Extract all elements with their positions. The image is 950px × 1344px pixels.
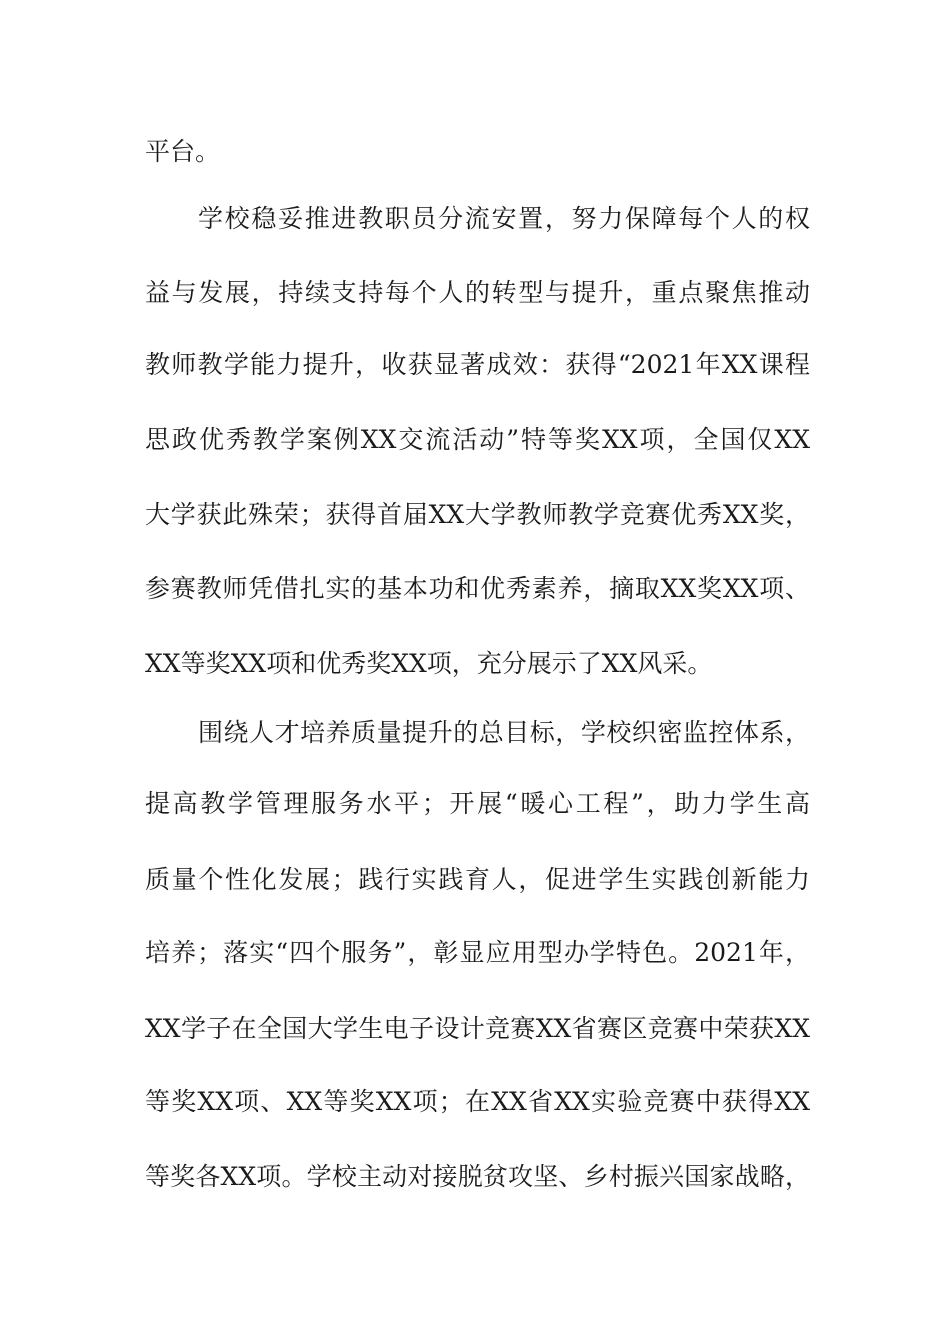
- text-line: 等奖各XX项。学校主动对接脱贫攻坚、乡村振兴国家战略，: [145, 1162, 810, 1191]
- text-line: 培养；落实“四个服务”，彰显应用型办学特色。2021年，: [145, 938, 810, 967]
- text-line: 大学获此殊荣；获得首届XX大学教师教学竞赛优秀XX奖，: [145, 500, 810, 529]
- text-line: 质量个性化发展；践行实践育人，促进学生实践创新能力: [145, 865, 810, 894]
- text-line: 益与发展，持续支持每个人的转型与提升，重点聚焦推动: [145, 278, 810, 307]
- text-line: 思政优秀教学案例XX交流活动”特等奖XX项，全国仅XX: [145, 425, 810, 454]
- text-line: 教师教学能力提升，收获显著成效：获得“2021年XX课程: [145, 350, 810, 379]
- text-line: XX等奖XX项和优秀奖XX项，充分展示了XX风采。: [145, 649, 713, 678]
- text-line: XX学子在全国大学生电子设计竞赛XX省赛区竞赛中荣获XX: [145, 1014, 810, 1043]
- text-line: 参赛教师凭借扎实的基本功和优秀素养，摘取XX奖XX项、: [145, 574, 810, 603]
- text-line: 等奖XX项、XX等奖XX项；在XX省XX实验竞赛中获得XX: [145, 1087, 810, 1116]
- text-line: 提高教学管理服务水平；开展“暖心工程”，助力学生高: [145, 789, 810, 818]
- text-line: 平台。: [145, 137, 221, 166]
- text-line: 围绕人才培养质量提升的总目标，学校织密监控体系，: [198, 718, 810, 747]
- text-line: 学校稳妥推进教职员分流安置，努力保障每个人的权: [198, 204, 810, 233]
